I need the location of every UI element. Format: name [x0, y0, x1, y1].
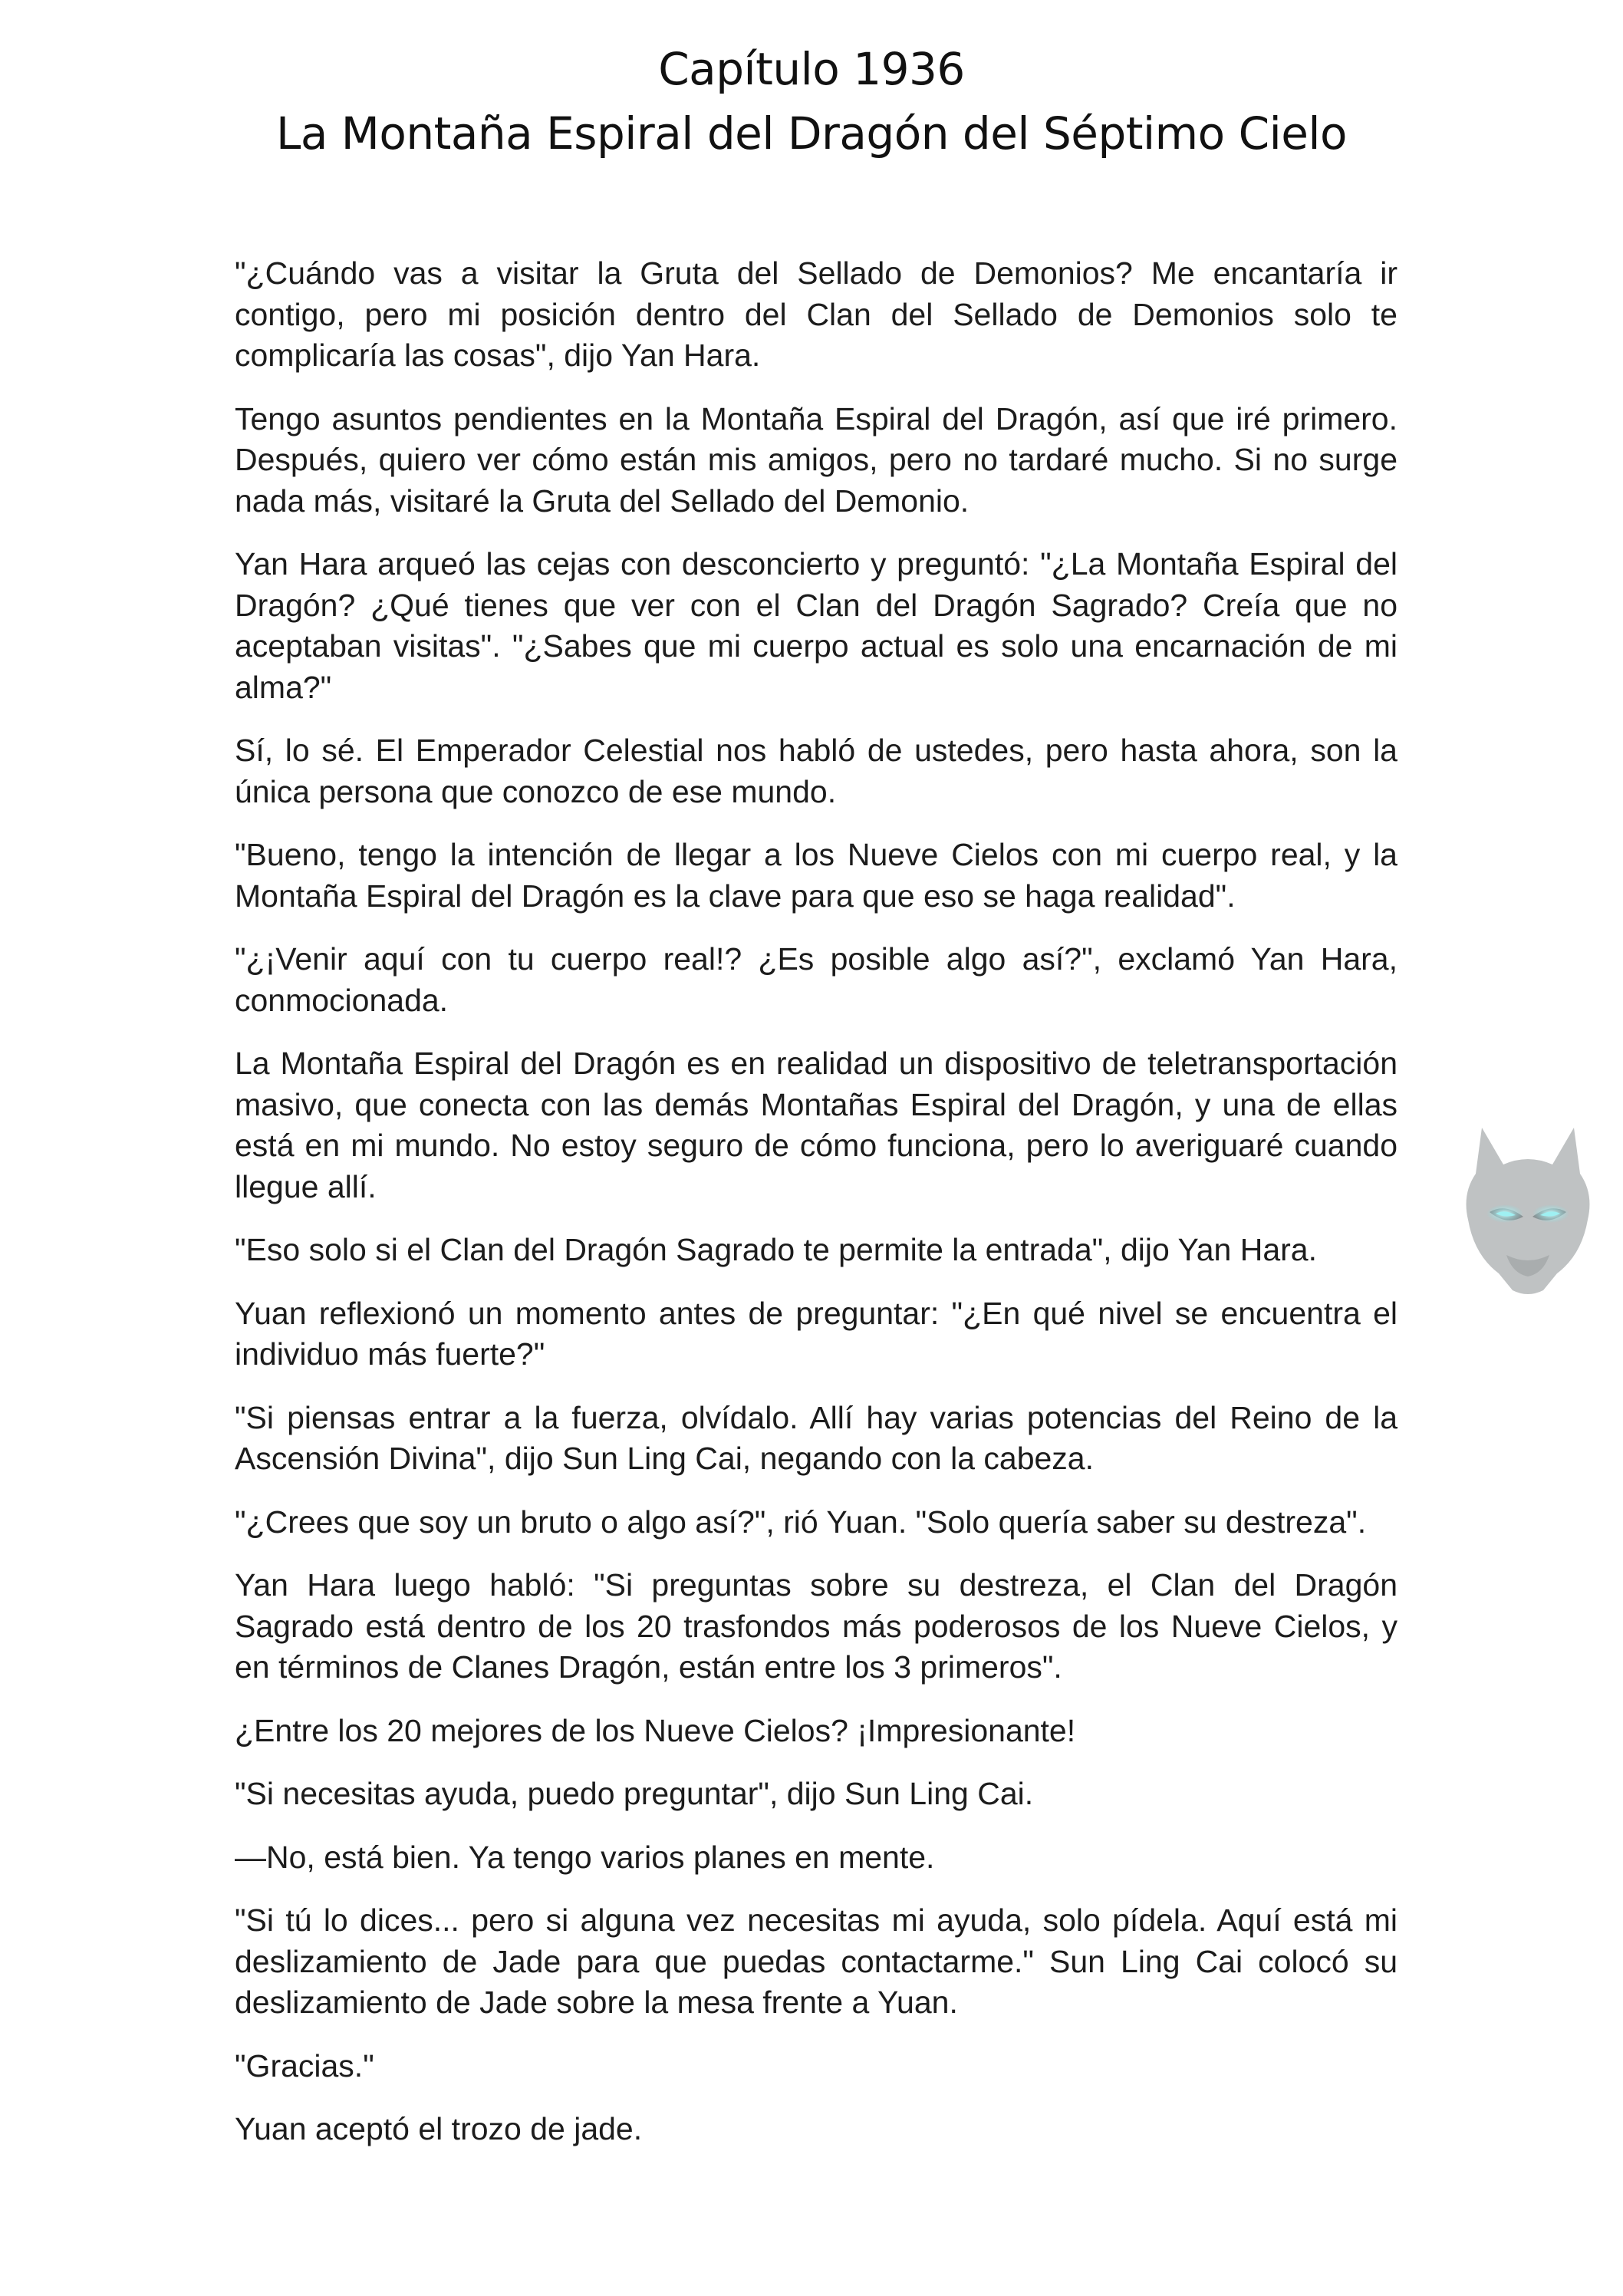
paragraph: "Si tú lo dices... pero si alguna vez necesitas mi ayuda, solo pídela. Aquí está mi deslizamiento de Jade para que puedas contactarme." Sun Ling Cai colocó su deslizamiento de Jade sobre la mesa frente a Yuan. — [235, 1902, 1397, 2020]
paragraph: "Gracias." — [235, 2047, 374, 2084]
chapter-title: La Montaña Espiral del Dragón del Séptimo Cielo — [276, 107, 1347, 160]
paragraph: Yuan reflexionó un momento antes de preguntar: "¿En qué nivel se encuentra el individuo más fuerte?" — [235, 1295, 1397, 1372]
paragraph: "Eso solo si el Clan del Dragón Sagrado te permite la entrada", dijo Yan Hara. — [235, 1232, 1317, 1267]
paragraph: Sí, lo sé. El Emperador Celestial nos habló de ustedes, pero hasta ahora, son la única persona que conozco de ese mundo. — [235, 733, 1397, 809]
paragraph: "¿Crees que soy un bruto o algo así?", rió Yuan. "Solo quería saber su destreza". — [235, 1504, 1367, 1540]
paragraph: "¿Cuándo vas a visitar la Gruta del Sellado de Demonios? Me encantaría ir contigo, pero mi posición dentro del Clan del Sellado de Demonios solo te complicaría las cosas", dijo Yan Hara. — [235, 255, 1397, 373]
paragraph: "Bueno, tengo la intención de llegar a los Nueve Cielos con mi cuerpo real, y la Montaña Espiral del Dragón es la clave para que eso se haga realidad". — [235, 837, 1397, 914]
paragraph: Yan Hara arqueó las cejas con desconcierto y preguntó: "¿La Montaña Espiral del Dragón? ¿Qué tienes que ver con el Clan del Dragón Sagrado? Creía que no aceptaban visitas". "¿Sabes que mi cuerpo actual es solo una encarnación de mi alma?" — [235, 546, 1397, 705]
chapter-number: Capítulo 1936 — [658, 43, 965, 95]
chapter-body — [235, 253, 1397, 2172]
paragraph: Yuan aceptó el trozo de jade. — [235, 2111, 643, 2146]
paragraph: —No, está bien. Ya tengo varios planes en mente. — [235, 1839, 935, 1875]
paragraph: ¿Entre los 20 mejores de los Nueve Cielos? ¡Impresionante! — [235, 1712, 1076, 1748]
paragraph: "Si piensas entrar a la fuerza, olvídalo. Allí hay varias potencias del Reino de la Ascensión Divina", dijo Sun Ling Cai, negando con la cabeza. — [235, 1399, 1397, 1476]
demon-head-icon — [1459, 1120, 1597, 1296]
paragraph: "¿¡Venir aquí con tu cuerpo real!? ¿Es posible algo así?", exclamó Yan Hara, conmocionada. — [235, 941, 1397, 1018]
chapter-header — [0, 37, 1623, 166]
paragraph: Tengo asuntos pendientes en la Montaña Espiral del Dragón, así que iré primero. Después, quiero ver cómo están mis amigos, pero no tardaré mucho. Si no surge nada más, visitaré la Gruta del Sellado del Demonio. — [235, 400, 1397, 519]
paragraph: Yan Hara luego habló: "Si preguntas sobre su destreza, el Clan del Dragón Sagrado está dentro de los 20 trasfondos más poderosos de los Nueve Cielos, y en términos de Clanes Dragón, están entre los 3 primeros". — [235, 1567, 1397, 1685]
paragraph: La Montaña Espiral del Dragón es en realidad un dispositivo de teletransportación masivo, que conecta con las demás Montañas Espiral del Dragón, y una de ellas está en mi mundo. No estoy seguro de cómo funciona, pero lo averiguaré cuando llegue allí. — [235, 1046, 1397, 1204]
paragraph: "Si necesitas ayuda, puedo preguntar", dijo Sun Ling Cai. — [235, 1776, 1034, 1811]
